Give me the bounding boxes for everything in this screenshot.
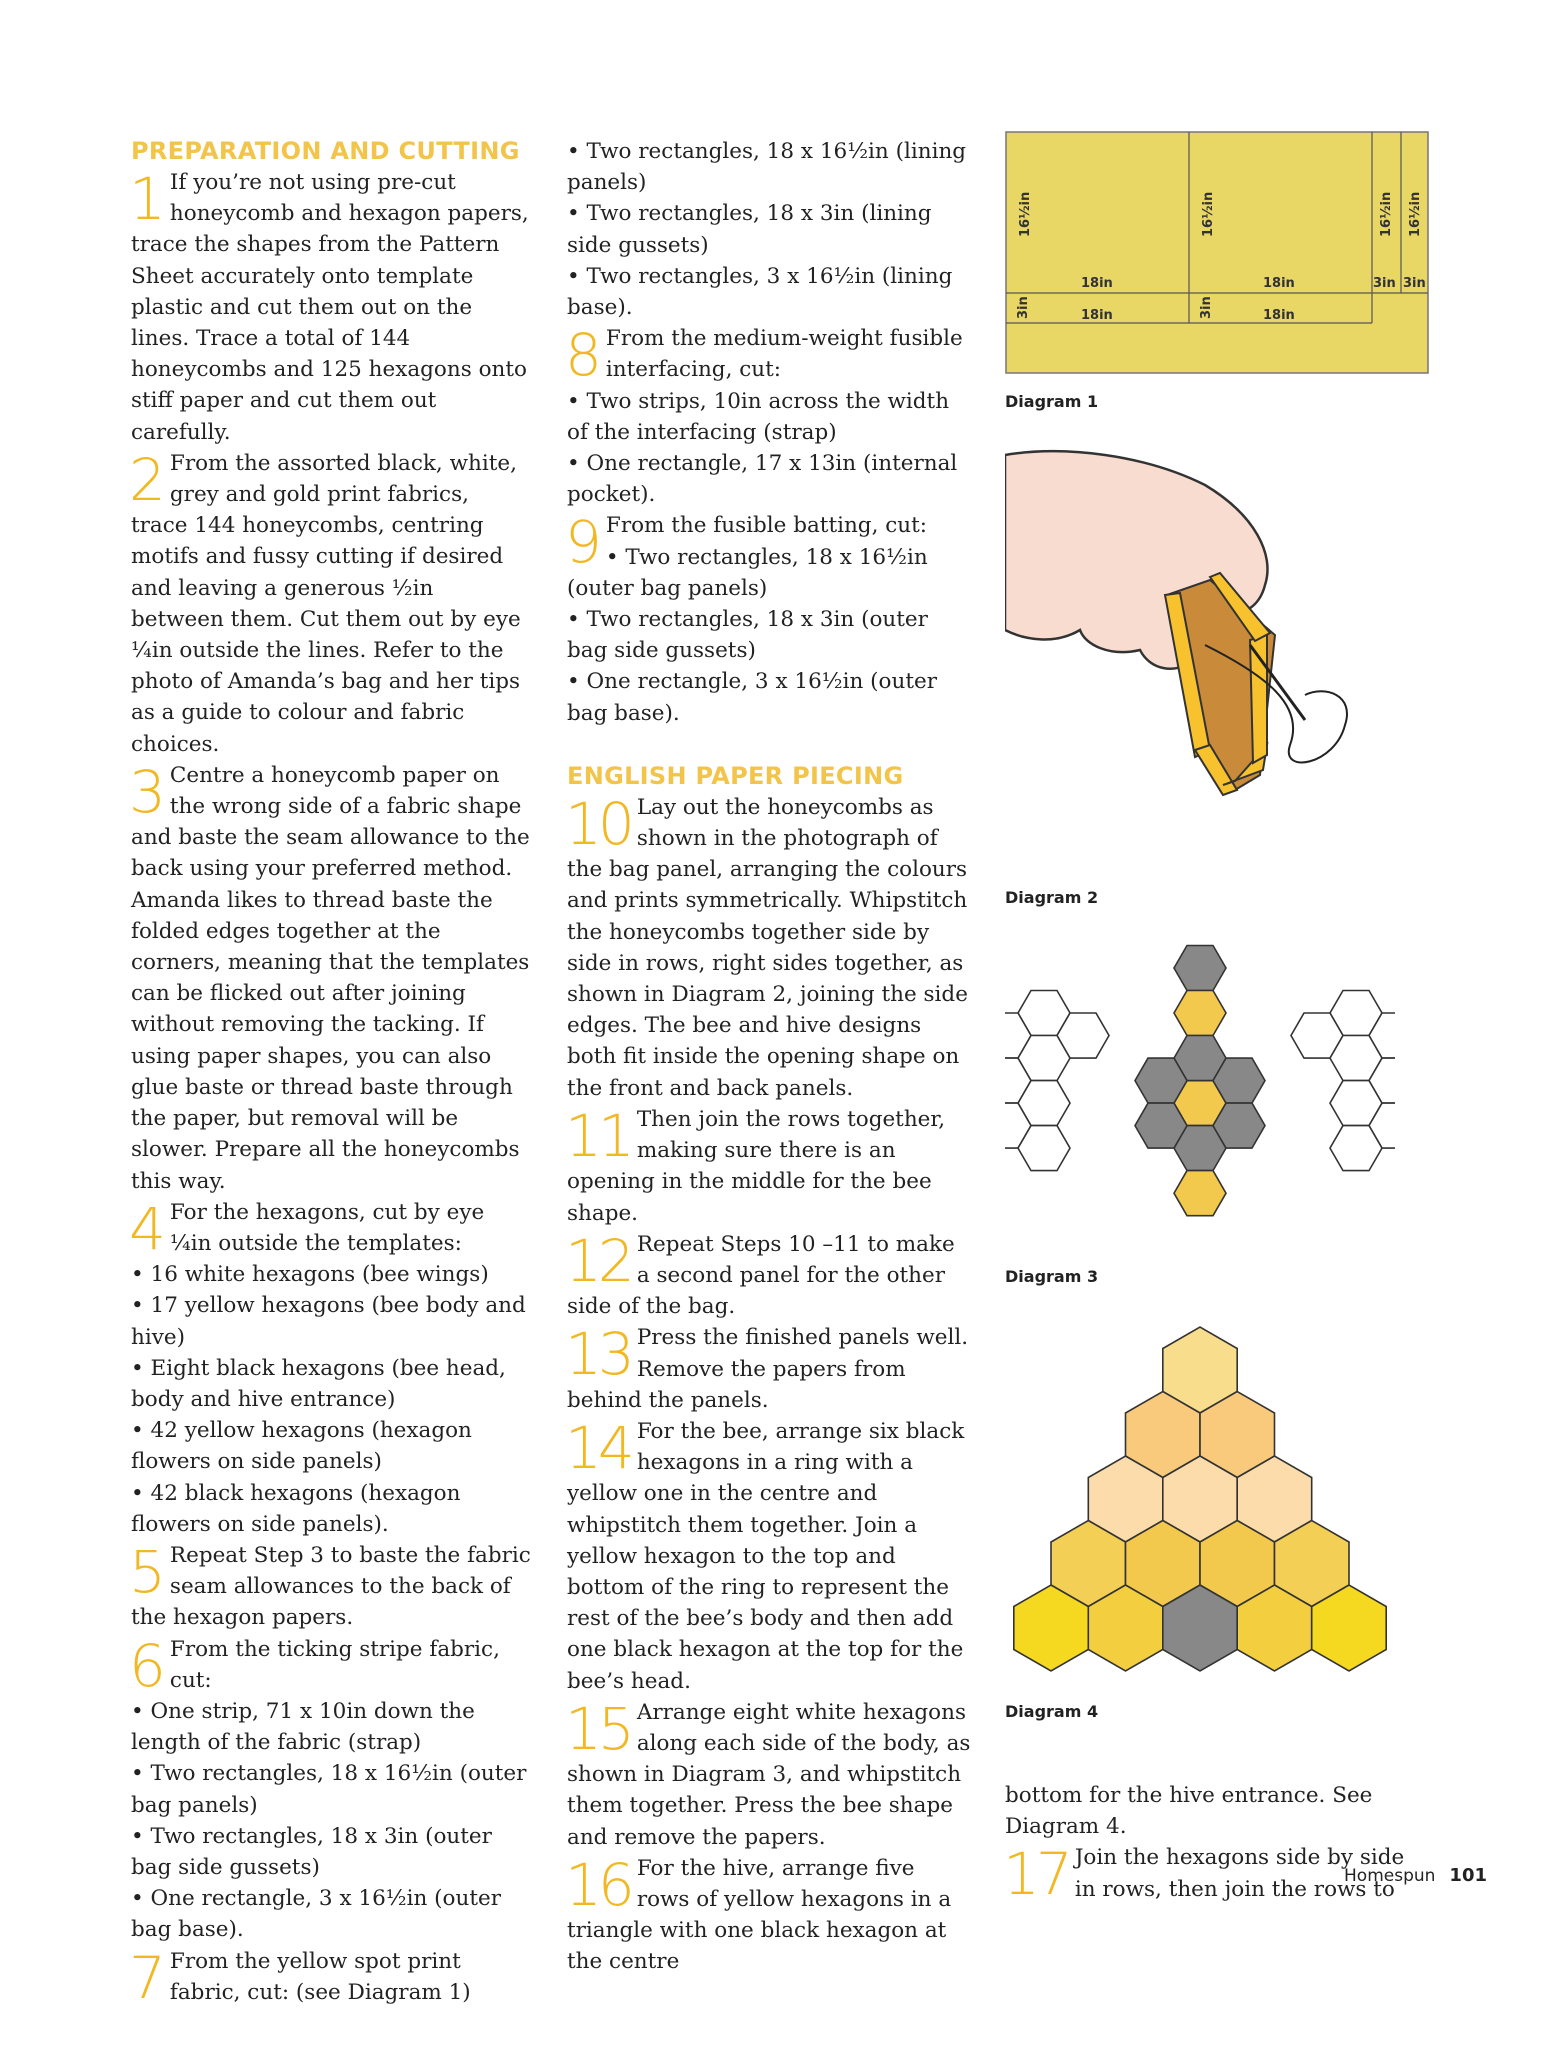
- step-10: [565, 789, 972, 1104]
- section-heading-english-paper-piecing: ENGLISH PAPER PIECING: [567, 761, 904, 790]
- list-item: • One strip, 71 x 10in down the length of the fabric (strap): [131, 1698, 475, 1756]
- list-item: • One rectangle, 3 x 16½in (outer bag base).: [131, 1886, 501, 1943]
- step-6: [129, 1631, 531, 1759]
- list-item: • Eight black hexagons (bee head, body and hive entrance): [131, 1355, 506, 1412]
- list-item: • 17 yellow hexagons (bee body and hive): [131, 1293, 526, 1350]
- dim-label: 3in: [1373, 276, 1396, 291]
- column-2: [567, 136, 972, 1978]
- step-7: [129, 1943, 531, 2012]
- step-number: 8: [565, 321, 602, 390]
- continued-text: bottom for the hive entrance. See Diagram 4.: [1005, 1783, 1373, 1840]
- bee-head-hexagon: [1174, 946, 1226, 991]
- step-number: 2: [129, 445, 166, 514]
- step-number: 10: [565, 789, 631, 858]
- magazine-name: Homespun: [1344, 1866, 1436, 1886]
- step-number: 9: [565, 508, 602, 577]
- step-16: [565, 1850, 972, 1978]
- step-number: 5: [129, 1537, 166, 1606]
- step-text: From the assorted black, white, grey and gold print fabrics, trace 144 honeycombs, centring motifs and fussy cutting if desired and leaving a generous ½in between them. Cut them out by eye ¼in outside the lines. Refer to the photo of Amanda’s bag and her tips as a guide to colour and fabric choices.: [131, 450, 521, 757]
- list-item: • Two rectangles, 18 x 16½in (lining panels): [567, 139, 967, 196]
- diagram-3: [1005, 940, 1395, 1250]
- step-4: [129, 1194, 531, 1263]
- step-number: 11: [565, 1101, 631, 1170]
- column-3-text: [1003, 1780, 1405, 1909]
- step-text: For the hexagons, cut by eye ¼in outside the templates:: [169, 1199, 485, 1256]
- step-number: 16: [565, 1850, 631, 1919]
- step-2: [129, 445, 531, 760]
- step-text: From the ticking stripe fabric, cut:: [169, 1636, 500, 1693]
- dim-label: 3in: [1403, 276, 1426, 291]
- section-heading-preparation: PREPARATION AND CUTTING: [131, 137, 520, 165]
- step-text: Join the hexagons side by side in rows, then join the rows to: [1074, 1845, 1405, 1902]
- step-9: [567, 510, 972, 604]
- step-text: If you’re not using pre-cut honeycomb and hexagon papers, trace the shapes from the Pattern Sheet accurately onto template plastic and cut them out on the lines. Trace a total of 144 honeycombs and 125 hexagons onto stiff paper and cut them out carefully.: [131, 170, 529, 445]
- diagram-3-caption: Diagram 3: [1005, 1267, 1099, 1286]
- step-text: Centre a honeycomb paper on the wrong side of a fabric shape and baste the seam allowance to the back using your preferred method. Amanda likes to thread baste the folded edges together at the corners, meaning that the templates can be flicked out after joining without removing the tacking. If using paper shapes, you can also glue baste or thread baste through the paper, but removal will be slower. Prepare all the honeycombs this way.: [131, 762, 530, 1194]
- step-number: 15: [565, 1694, 631, 1763]
- step-number: 14: [565, 1413, 631, 1482]
- step-5: [129, 1537, 531, 1634]
- step-11: [565, 1101, 972, 1229]
- step-text: For the bee, arrange six black hexagons in a ring with a yellow one in the centre and whipstitch them together. Join a yellow hexagon to the top and bottom of the ring to represent the rest of the bee’s body and then add one black hexagon at the top for the bee’s head.: [567, 1418, 965, 1694]
- step-15: [565, 1694, 972, 1853]
- list-item: • 42 yellow hexagons (hexagon flowers on side panels): [131, 1418, 472, 1475]
- diagram-1-fabric: [1006, 132, 1428, 373]
- dim-label: 16½in: [1408, 191, 1423, 237]
- step-text: From the medium-weight fusible interfacing, cut:: [605, 326, 963, 383]
- list-item: • Two rectangles, 18 x 3in (outer bag side gussets): [567, 607, 928, 664]
- step-number: 12: [565, 1226, 631, 1295]
- step-number: 17: [1003, 1840, 1069, 1909]
- dim-label: 3in: [1199, 296, 1214, 319]
- step-13: [567, 1322, 972, 1416]
- step-3: [129, 757, 531, 1197]
- step-1: [131, 167, 531, 448]
- step-number: 1: [129, 165, 166, 233]
- step-text: Lay out the honeycombs as shown in the photograph of the bag panel, arranging the colours and prints symmetrically. Whipstitch the honeycombs together side by side in rows, right sides together, as shown in Diagram 2, joining the side edges. The bee and hive designs both fit inside the opening shape on the front and back panels.: [567, 794, 968, 1101]
- step-number: 7: [129, 1943, 166, 2012]
- list-item: • 42 black hexagons (hexagon flowers on side panels).: [131, 1480, 461, 1537]
- dim-label: 16½in: [1018, 191, 1033, 237]
- column-1: [129, 135, 531, 2012]
- page-number: 101: [1449, 1865, 1487, 1886]
- step-number: 13: [565, 1320, 631, 1389]
- page-footer: [1344, 1865, 1487, 1886]
- dim-label: 16½in: [1201, 191, 1216, 237]
- step-number: 4: [129, 1194, 166, 1263]
- diagram-2: [1005, 445, 1385, 865]
- list-item: • Two rectangles, 18 x 3in (outer bag side gussets): [131, 1823, 492, 1880]
- list-item: • Two rectangles, 3 x 16½in (lining base).: [567, 263, 953, 321]
- diagram-1: [1005, 131, 1429, 374]
- dim-label: 3in: [1016, 296, 1031, 319]
- diagram-4-caption: Diagram 4: [1005, 1702, 1099, 1721]
- step-number: 3: [129, 757, 166, 826]
- step-14: [565, 1413, 972, 1697]
- dim-label: 18in: [1263, 308, 1295, 323]
- list-item: • Two rectangles, 18 x 16½in (outer bag panels): [567, 544, 928, 601]
- diagram-2-caption: Diagram 2: [1005, 888, 1099, 907]
- step-12: [565, 1226, 972, 1323]
- dim-label: 18in: [1081, 276, 1113, 291]
- step-text: Repeat Step 3 to baste the fabric seam allowances to the back of the hexagon papers.: [131, 1542, 531, 1631]
- bee-body-hexagon: [1174, 991, 1226, 1036]
- step-text: Arrange eight white hexagons along each side of the body, as shown in Diagram 3, and whipstitch them together. Press the bee shape and remove the papers.: [567, 1699, 971, 1850]
- list-item: • One rectangle, 17 x 13in (internal pocket).: [567, 451, 958, 508]
- list-item: • Two strips, 10in across the width of the interfacing (strap): [567, 388, 950, 445]
- step-text: Press the finished panels well. Remove the papers from behind the panels.: [567, 1325, 969, 1413]
- list-item: • 16 white hexagons (bee wings): [131, 1262, 489, 1288]
- dim-label: 18in: [1081, 308, 1113, 323]
- list-item: • One rectangle, 3 x 16½in (outer bag base).: [567, 669, 937, 726]
- dim-label: 18in: [1263, 276, 1295, 291]
- step-text: Repeat Steps 10 –11 to make a second panel for the other side of the bag.: [567, 1231, 955, 1320]
- step-number: 6: [129, 1631, 166, 1700]
- step-text: From the yellow spot print fabric, cut: (see Diagram 1): [169, 1948, 471, 2005]
- dim-label: 16½in: [1379, 191, 1394, 237]
- diagram-1-caption: Diagram 1: [1005, 392, 1099, 411]
- list-item: • Two rectangles, 18 x 3in (lining side gussets): [567, 201, 932, 258]
- step-text: Then join the rows together, making sure there is an opening in the middle for the bee shape.: [567, 1106, 946, 1226]
- diagram-4: [1005, 1325, 1395, 1695]
- step-text: From the fusible batting, cut:: [605, 513, 928, 539]
- step-8: [565, 321, 972, 390]
- step-text: For the hive, arrange five rows of yellow hexagons in a triangle with one black hexagon at the centre: [567, 1855, 952, 1975]
- list-item: • Two rectangles, 18 x 16½in (outer bag panels): [131, 1761, 527, 1818]
- bee-body-hexagon: [1174, 1171, 1226, 1216]
